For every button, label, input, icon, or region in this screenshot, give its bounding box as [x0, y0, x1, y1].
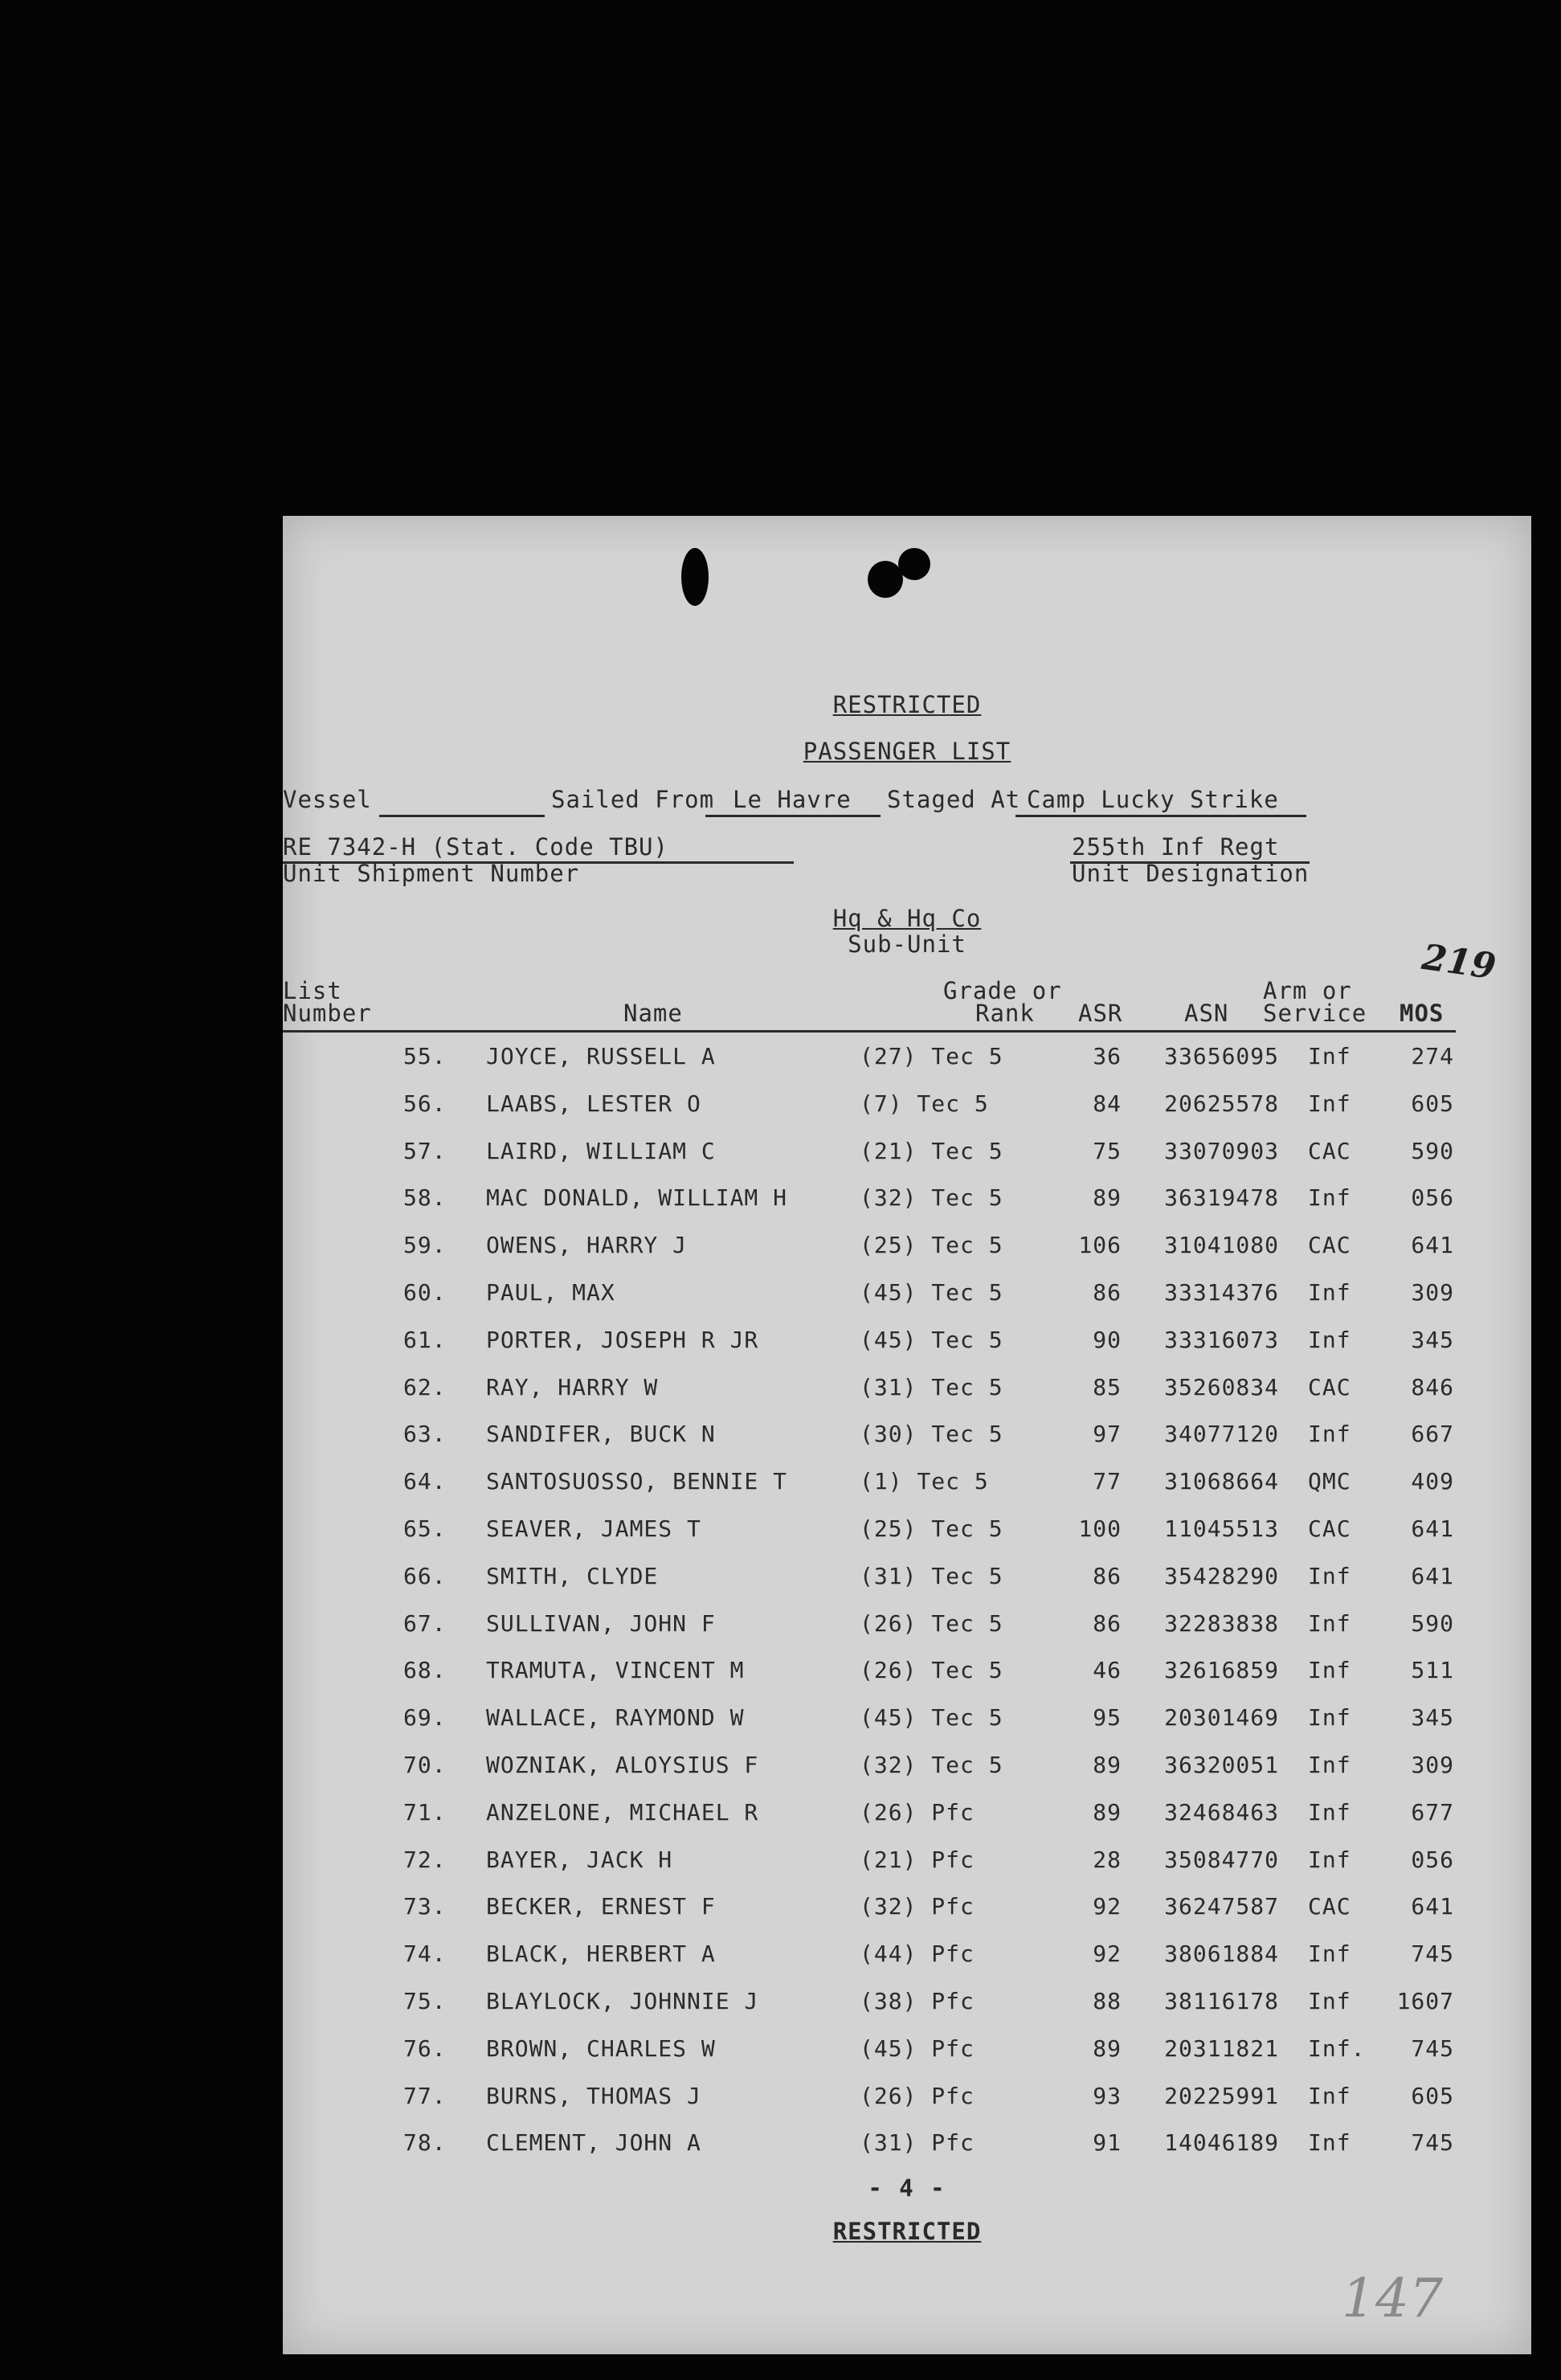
- mos-value: 605: [1411, 1090, 1454, 1117]
- asn-value: 33070903: [1164, 1137, 1279, 1164]
- list-number: 65.: [403, 1515, 447, 1542]
- asr-value: 93: [1093, 2082, 1122, 2109]
- mos-value: 745: [1411, 2034, 1454, 2062]
- passenger-name: BROWN, CHARLES W: [486, 2034, 716, 2062]
- list-number: 75.: [403, 1988, 447, 2014]
- list-number: 61.: [403, 1326, 447, 1353]
- arm-service: CAC: [1308, 1232, 1351, 1259]
- asr-value: 97: [1093, 1421, 1122, 1448]
- arm-service: Inf: [1308, 1752, 1351, 1778]
- table-row: [283, 1940, 1531, 1973]
- list-number: 76.: [403, 2034, 447, 2062]
- table-row: [283, 1184, 1531, 1217]
- list-number: 58.: [403, 1184, 447, 1212]
- arm-service: Inf: [1308, 1798, 1351, 1826]
- passenger-name: WALLACE, RAYMOND W: [486, 1704, 745, 1732]
- grade-rank: (31) Tec 5: [860, 1373, 1003, 1401]
- list-number: 68.: [403, 1657, 447, 1684]
- grade-rank: (38) Pfc: [860, 1988, 975, 2014]
- header-rule: [283, 1030, 1456, 1033]
- table-row: [283, 2129, 1531, 2161]
- asr-value: 100: [1078, 1515, 1122, 1542]
- list-number: 66.: [403, 1562, 447, 1589]
- grade-rank: (31) Tec 5: [860, 1562, 1003, 1589]
- passenger-name: BAYER, JACK H: [486, 1846, 673, 1873]
- table-row: [283, 1515, 1531, 1548]
- table-row: [283, 1374, 1531, 1406]
- passenger-name: OWENS, HARRY J: [486, 1232, 688, 1259]
- punch-hole: [898, 548, 930, 580]
- asn-value: 32616859: [1164, 1657, 1279, 1684]
- restricted-header: RESTRICTED: [832, 691, 982, 718]
- passenger-name: BLACK, HERBERT A: [486, 1940, 716, 1968]
- arm-service: Inf.: [1308, 2034, 1366, 2062]
- col-arm: Arm or: [1263, 977, 1352, 1004]
- grade-rank: (26) Tec 5: [860, 1609, 1003, 1637]
- arm-service: Inf: [1308, 1043, 1351, 1069]
- mos-value: 667: [1411, 1421, 1454, 1448]
- passenger-name: LAABS, LESTER O: [486, 1090, 701, 1117]
- mos-value: 745: [1411, 2129, 1454, 2157]
- passenger-name: SMITH, CLYDE: [486, 1562, 659, 1589]
- mos-value: 511: [1411, 1657, 1454, 1684]
- asn-value: 20625578: [1164, 1090, 1279, 1117]
- asn-value: 35428290: [1164, 1562, 1279, 1589]
- mos-value: 345: [1411, 1326, 1454, 1353]
- arm-service: Inf: [1308, 1704, 1351, 1732]
- table-row: [283, 1704, 1531, 1736]
- arm-service: QMC: [1308, 1468, 1351, 1495]
- table-row: [283, 1610, 1531, 1642]
- list-number: 67.: [403, 1609, 447, 1637]
- asn-value: 36319478: [1164, 1184, 1279, 1212]
- asr-value: 88: [1093, 1988, 1122, 2014]
- table-row: [283, 1846, 1531, 1879]
- page-number: - 4 -: [868, 2174, 946, 2202]
- mos-value: 641: [1411, 1562, 1454, 1589]
- grade-rank: (21) Tec 5: [860, 1137, 1003, 1164]
- unit-designation: 255th Inf Regt: [1072, 833, 1280, 861]
- asr-value: 86: [1093, 1609, 1122, 1637]
- document-title: PASSENGER LIST: [803, 738, 1011, 765]
- list-number: 56.: [403, 1090, 447, 1117]
- list-number: 59.: [403, 1232, 447, 1259]
- list-number: 60.: [403, 1279, 447, 1306]
- sub-unit: Hq & Hq Co: [832, 905, 982, 932]
- passenger-name: BLAYLOCK, JOHNNIE J: [486, 1988, 759, 2014]
- list-number: 55.: [403, 1043, 447, 1069]
- asr-value: 75: [1093, 1137, 1122, 1164]
- mos-value: 605: [1411, 2082, 1454, 2109]
- mos-value: 846: [1411, 1373, 1454, 1401]
- asr-value: 86: [1093, 1562, 1122, 1589]
- table-row: [283, 1893, 1531, 1925]
- passenger-name: BECKER, ERNEST F: [486, 1893, 716, 1920]
- passenger-name: CLEMENT, JOHN A: [486, 2129, 701, 2157]
- mos-value: 309: [1411, 1279, 1454, 1306]
- staged-at-label: Staged At: [887, 786, 1021, 813]
- passenger-name: MAC DONALD, WILLIAM H: [486, 1184, 788, 1212]
- asr-value: 89: [1093, 1752, 1122, 1778]
- arm-service: CAC: [1308, 1893, 1351, 1920]
- staged-at-line: [1015, 815, 1306, 817]
- vessel-field-line: [379, 815, 545, 817]
- asn-value: 34077120: [1164, 1421, 1279, 1448]
- mos-value: 056: [1411, 1184, 1454, 1212]
- arm-service: Inf: [1308, 1326, 1351, 1353]
- asr-value: 77: [1093, 1468, 1122, 1495]
- sailed-from-value: Le Havre: [733, 786, 852, 813]
- arm-service: Inf: [1308, 2129, 1351, 2157]
- unit-shipment-number: RE 7342-H (Stat. Code TBU): [283, 833, 668, 861]
- passenger-name: SEAVER, JAMES T: [486, 1515, 701, 1542]
- list-number: 73.: [403, 1893, 447, 1920]
- arm-service: Inf: [1308, 1421, 1351, 1448]
- list-number: 57.: [403, 1137, 447, 1164]
- col-asn: ASN: [1184, 1000, 1229, 1027]
- mos-value: 590: [1411, 1137, 1454, 1164]
- arm-service: Inf: [1308, 1657, 1351, 1684]
- table-row: [283, 1799, 1531, 1831]
- asn-value: 36247587: [1164, 1893, 1279, 1920]
- col-grade: Grade or: [943, 977, 1062, 1004]
- sub-unit-label: Sub-Unit: [848, 930, 966, 958]
- mos-value: 641: [1411, 1515, 1454, 1542]
- asn-value: 32468463: [1164, 1798, 1279, 1826]
- col-list-number: List: [283, 977, 342, 1004]
- asr-value: 89: [1093, 1798, 1122, 1826]
- passenger-name: JOYCE, RUSSELL A: [486, 1043, 716, 1069]
- asn-value: 14046189: [1164, 2129, 1279, 2157]
- mos-value: 745: [1411, 1940, 1454, 1968]
- asr-value: 95: [1093, 1704, 1122, 1732]
- passenger-name: PAUL, MAX: [486, 1279, 615, 1306]
- asr-value: 84: [1093, 1090, 1122, 1117]
- list-number: 63.: [403, 1421, 447, 1448]
- arm-service: Inf: [1308, 1562, 1351, 1589]
- col-mos: MOS: [1400, 1000, 1445, 1027]
- asr-value: 85: [1093, 1373, 1122, 1401]
- grade-rank: (45) Pfc: [860, 2034, 975, 2062]
- grade-rank: (45) Tec 5: [860, 1326, 1003, 1353]
- mos-value: 409: [1411, 1468, 1454, 1495]
- arm-service: Inf: [1308, 1846, 1351, 1873]
- grade-rank: (1) Tec 5: [860, 1468, 989, 1495]
- grade-rank: (26) Pfc: [860, 2082, 975, 2109]
- arm-service: Inf: [1308, 1184, 1351, 1212]
- list-number: 77.: [403, 2082, 447, 2109]
- grade-rank: (25) Tec 5: [860, 1232, 1003, 1259]
- grade-rank: (32) Tec 5: [860, 1752, 1003, 1778]
- vessel-label: Vessel: [283, 786, 372, 813]
- table-row: [283, 2083, 1531, 2115]
- passenger-name: TRAMUTA, VINCENT M: [486, 1657, 745, 1684]
- table-row: [283, 1657, 1531, 1689]
- asr-value: 28: [1093, 1846, 1122, 1873]
- asn-value: 36320051: [1164, 1752, 1279, 1778]
- asn-value: 20301469: [1164, 1704, 1279, 1732]
- asr-value: 86: [1093, 1279, 1122, 1306]
- grade-rank: (7) Tec 5: [860, 1090, 989, 1117]
- asn-value: 32283838: [1164, 1609, 1279, 1637]
- table-row: [283, 1279, 1531, 1311]
- mos-value: 309: [1411, 1752, 1454, 1778]
- unit-designation-label: Unit Designation: [1072, 860, 1310, 887]
- asn-value: 33314376: [1164, 1279, 1279, 1306]
- arm-service: Inf: [1308, 1609, 1351, 1637]
- arm-service: Inf: [1308, 1988, 1351, 2014]
- asr-value: 106: [1078, 1232, 1122, 1259]
- arm-service: CAC: [1308, 1137, 1351, 1164]
- mos-value: 345: [1411, 1704, 1454, 1732]
- list-number: 74.: [403, 1940, 447, 1968]
- grade-rank: (21) Pfc: [860, 1846, 975, 1873]
- col-list-number-2: Number: [283, 1000, 372, 1027]
- mos-value: 1607: [1396, 1988, 1454, 2014]
- list-number: 78.: [403, 2129, 447, 2157]
- grade-rank: (26) Pfc: [860, 1798, 975, 1826]
- col-name: Name: [623, 1000, 683, 1027]
- table-row: [283, 1138, 1531, 1170]
- grade-rank: (26) Tec 5: [860, 1657, 1003, 1684]
- grade-rank: (31) Pfc: [860, 2129, 975, 2157]
- asr-value: 89: [1093, 2034, 1122, 2062]
- asr-value: 91: [1093, 2129, 1122, 2157]
- col-grade-2: Rank: [975, 1000, 1035, 1027]
- arm-service: CAC: [1308, 1373, 1351, 1401]
- table-row: [283, 1563, 1531, 1595]
- sailed-from-label: Sailed From: [551, 786, 715, 813]
- asn-value: 31041080: [1164, 1232, 1279, 1259]
- table-row: [283, 1468, 1531, 1500]
- grade-rank: (32) Pfc: [860, 1893, 975, 1920]
- asr-value: 89: [1093, 1184, 1122, 1212]
- grade-rank: (27) Tec 5: [860, 1043, 1003, 1069]
- asn-value: 20311821: [1164, 2034, 1279, 2062]
- asn-value: 33656095: [1164, 1043, 1279, 1069]
- passenger-name: SULLIVAN, JOHN F: [486, 1609, 716, 1637]
- grade-rank: (44) Pfc: [860, 1940, 975, 1968]
- arm-service: Inf: [1308, 2082, 1351, 2109]
- staged-at-value: Camp Lucky Strike: [1027, 786, 1279, 813]
- table-row: [283, 1043, 1531, 1075]
- col-asr: ASR: [1078, 1000, 1123, 1027]
- table-row: [283, 1232, 1531, 1264]
- asr-value: 36: [1093, 1043, 1122, 1069]
- asn-value: 38061884: [1164, 1940, 1279, 1968]
- passenger-name: WOZNIAK, ALOYSIUS F: [486, 1752, 759, 1778]
- mos-value: 274: [1411, 1043, 1454, 1069]
- table-row: [283, 1752, 1531, 1784]
- grade-rank: (25) Tec 5: [860, 1515, 1003, 1542]
- list-number: 69.: [403, 1704, 447, 1732]
- restricted-footer: RESTRICTED: [832, 2218, 982, 2245]
- grade-rank: (30) Tec 5: [860, 1421, 1003, 1448]
- passenger-name: ANZELONE, MICHAEL R: [486, 1798, 759, 1826]
- list-number: 72.: [403, 1846, 447, 1873]
- table-row: [283, 1421, 1531, 1453]
- arm-service: Inf: [1308, 1279, 1351, 1306]
- asn-value: 31068664: [1164, 1468, 1279, 1495]
- grade-rank: (45) Tec 5: [860, 1704, 1003, 1732]
- passenger-name: RAY, HARRY W: [486, 1373, 659, 1401]
- asr-value: 46: [1093, 1657, 1122, 1684]
- list-number: 64.: [403, 1468, 447, 1495]
- table-row: [283, 1988, 1531, 2020]
- mos-value: 056: [1411, 1846, 1454, 1873]
- passenger-name: PORTER, JOSEPH R JR: [486, 1326, 759, 1353]
- sailed-from-line: [705, 815, 881, 817]
- asn-value: 35260834: [1164, 1373, 1279, 1401]
- table-row: [283, 1090, 1531, 1123]
- passenger-name: SANTOSUOSSO, BENNIE T: [486, 1468, 788, 1495]
- asr-value: 92: [1093, 1940, 1122, 1968]
- handwritten-page-number: 219: [1419, 936, 1498, 988]
- arm-service: Inf: [1308, 1940, 1351, 1968]
- mos-value: 677: [1411, 1798, 1454, 1826]
- asn-value: 33316073: [1164, 1326, 1279, 1353]
- table-row: [283, 1327, 1531, 1359]
- passenger-name: BURNS, THOMAS J: [486, 2082, 701, 2109]
- document-page: [283, 516, 1531, 2354]
- asn-value: 20225991: [1164, 2082, 1279, 2109]
- col-arm-2: Service: [1263, 1000, 1367, 1027]
- unit-shipment-label: Unit Shipment Number: [283, 860, 580, 887]
- mos-value: 641: [1411, 1232, 1454, 1259]
- asr-value: 90: [1093, 1326, 1122, 1353]
- asn-value: 11045513: [1164, 1515, 1279, 1542]
- table-row: [283, 2035, 1531, 2067]
- asn-value: 38116178: [1164, 1988, 1279, 2014]
- punch-hole: [681, 548, 709, 606]
- asr-value: 92: [1093, 1893, 1122, 1920]
- arm-service: Inf: [1308, 1090, 1351, 1117]
- mos-value: 641: [1411, 1893, 1454, 1920]
- passenger-name: LAIRD, WILLIAM C: [486, 1137, 716, 1164]
- grade-rank: (45) Tec 5: [860, 1279, 1003, 1306]
- mos-value: 590: [1411, 1609, 1454, 1637]
- list-number: 71.: [403, 1798, 447, 1826]
- passenger-name: SANDIFER, BUCK N: [486, 1421, 716, 1448]
- handwritten-mark: 147: [1342, 2268, 1443, 2329]
- asn-value: 35084770: [1164, 1846, 1279, 1873]
- list-number: 70.: [403, 1752, 447, 1778]
- grade-rank: (32) Tec 5: [860, 1184, 1003, 1212]
- arm-service: CAC: [1308, 1515, 1351, 1542]
- list-number: 62.: [403, 1373, 447, 1401]
